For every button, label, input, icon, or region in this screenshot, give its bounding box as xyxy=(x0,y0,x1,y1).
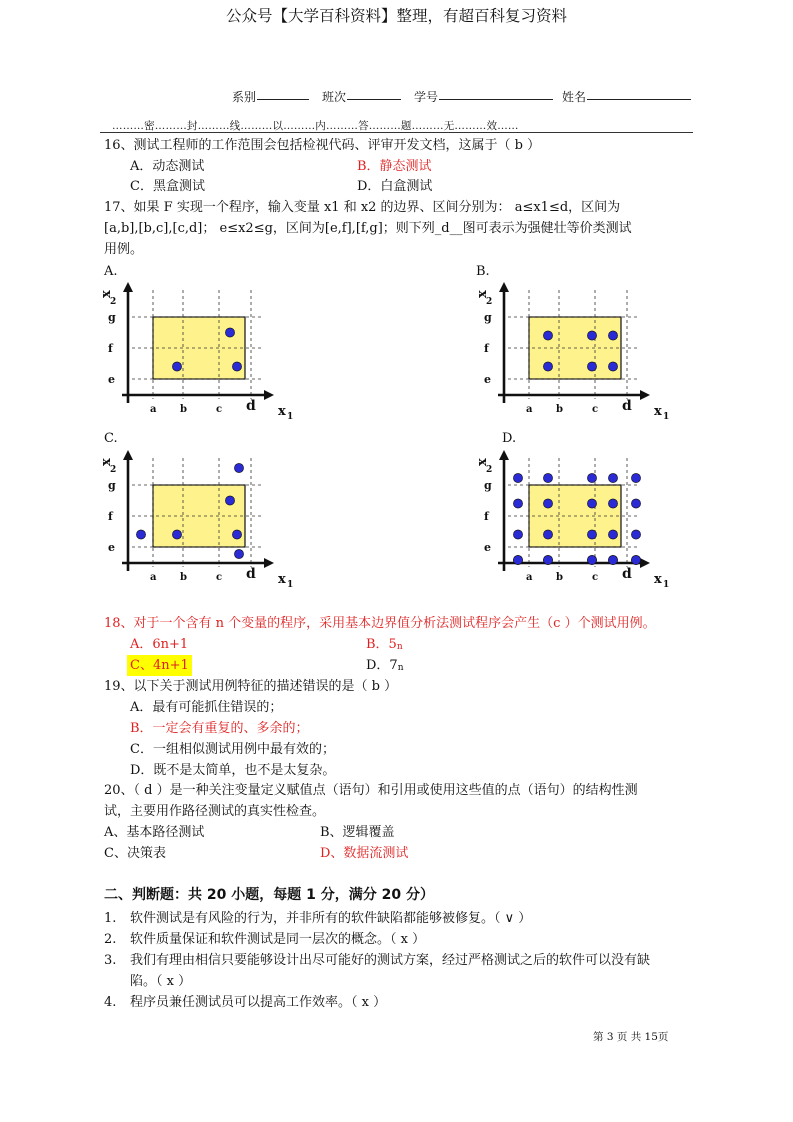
test-point xyxy=(608,473,617,482)
y-axis-arrow xyxy=(123,450,133,460)
graph-b xyxy=(472,282,672,422)
y-tick-f: f xyxy=(108,342,113,355)
x-axis-sub: 1 xyxy=(663,580,670,590)
test-point xyxy=(608,362,617,371)
judge-4-text: 程序员兼任测试员可以提高工作效率。（ x ） xyxy=(130,995,387,1010)
dept-label: 系别 xyxy=(232,90,257,104)
section2-title: 二、判断题：共 20 小题，每题 1 分，满分 20 分） xyxy=(104,887,434,903)
y-tick-f: f xyxy=(108,510,113,523)
q20-option-c: C、决策表 xyxy=(104,846,166,861)
x-tick-d: d xyxy=(622,398,632,414)
x-tick-c: c xyxy=(592,572,599,583)
test-point xyxy=(587,331,596,340)
name-label: 姓名 xyxy=(562,90,587,104)
x-tick-b: b xyxy=(180,572,187,583)
test-point xyxy=(608,555,617,564)
test-point xyxy=(543,499,552,508)
y-axis-label: x xyxy=(475,290,490,298)
test-point xyxy=(172,530,181,539)
q20-option-a: A、基本路径测试 xyxy=(104,825,205,840)
test-point xyxy=(543,331,552,340)
q17-line2: [a,b],[b,c],[c,d]； e≤x2≤g，区间为[e,f],[f,g]；则下列_d__图可表示为强健壮等价类测试 xyxy=(104,221,632,236)
x-tick-b: b xyxy=(556,572,563,583)
x-axis-label: x xyxy=(654,404,662,419)
test-point xyxy=(172,362,181,371)
graph-a xyxy=(96,282,296,422)
seal-line: ………密………封………线………以………内………答………题………无………效…… xyxy=(112,120,519,132)
y-tick-g: g xyxy=(108,311,116,324)
x-axis-label: x xyxy=(278,404,286,419)
panel-label-c: C. xyxy=(104,431,118,446)
y-tick-e: e xyxy=(484,541,491,554)
test-point xyxy=(587,362,596,371)
dept-blank xyxy=(257,99,309,100)
x-tick-a: a xyxy=(526,404,533,415)
graph-d xyxy=(472,450,672,590)
q16-option-c: C．黑盒测试 xyxy=(130,179,205,194)
judge-2-text: 软件质量保证和软件测试是同一层次的概念。（ x ） xyxy=(130,932,426,947)
x-axis-label: x xyxy=(654,572,662,587)
test-point xyxy=(513,473,522,482)
x-axis-sub: 1 xyxy=(287,412,294,422)
y-axis-label: x xyxy=(99,290,114,298)
test-point xyxy=(234,463,243,472)
q18-option-d-text: D．7 xyxy=(366,658,398,673)
y-axis-label: x xyxy=(99,458,114,466)
x-tick-c: c xyxy=(592,404,599,415)
name-blank xyxy=(587,99,691,100)
judge-1-num: 1. xyxy=(104,911,117,926)
x-axis-sub: 1 xyxy=(287,580,294,590)
test-point xyxy=(587,473,596,482)
x-tick-b: b xyxy=(556,404,563,415)
test-point xyxy=(631,473,640,482)
y-axis-arrow xyxy=(499,450,509,460)
x-tick-a: a xyxy=(526,572,533,583)
q19-option-a: A．最有可能抓住错误的； xyxy=(130,700,283,715)
panel-label-a: A. xyxy=(104,264,118,279)
test-point xyxy=(631,499,640,508)
y-axis-sub: 2 xyxy=(110,465,117,475)
test-point xyxy=(587,530,596,539)
x-tick-c: c xyxy=(216,572,223,583)
test-point xyxy=(513,499,522,508)
x-tick-d: d xyxy=(246,566,256,582)
x-axis-sub: 1 xyxy=(663,412,670,422)
q16-option-b: B．静态测试 xyxy=(357,159,432,174)
judge-3-text: 我们有理由相信只要能够设计出尽可能好的测试方案，经过严格测试之后的软件可以没有缺 xyxy=(130,953,651,968)
judge-1-text: 软件测试是有风险的行为，并非所有的软件缺陷都能够被修复。（ ∨ ） xyxy=(130,911,532,926)
judge-2-num: 2. xyxy=(104,932,117,947)
y-tick-g: g xyxy=(484,311,492,324)
test-point xyxy=(232,530,241,539)
test-point xyxy=(587,555,596,564)
x-axis-arrow xyxy=(264,558,274,568)
y-axis-sub: 2 xyxy=(486,297,493,307)
header-rule xyxy=(100,132,693,133)
q16-option-a: A．动态测试 xyxy=(130,159,205,174)
q18-option-a: A．6n+1 xyxy=(130,637,189,652)
top-banner: 公众号【大学百科资料】整理，有超百科复习资料 xyxy=(225,7,567,25)
test-point xyxy=(234,549,243,558)
q19-stem: 19、以下关于测试用例特征的描述错误的是（ b ） xyxy=(104,679,398,694)
test-point xyxy=(608,530,617,539)
x-axis-arrow xyxy=(640,558,650,568)
test-point xyxy=(608,331,617,340)
test-point xyxy=(225,496,234,505)
q18-option-c: C、4n+1 xyxy=(127,655,192,676)
judge-4-num: 4. xyxy=(104,995,117,1010)
test-point xyxy=(608,499,617,508)
test-point xyxy=(631,555,640,564)
graph-c xyxy=(96,450,296,590)
id-label: 学号 xyxy=(414,90,439,104)
y-tick-g: g xyxy=(108,479,116,492)
panel-label-d: D. xyxy=(502,431,517,446)
test-point xyxy=(543,362,552,371)
y-axis-sub: 2 xyxy=(110,297,117,307)
y-axis-label: x xyxy=(475,458,490,466)
judge-3-num: 3. xyxy=(104,953,117,968)
class-label: 班次 xyxy=(322,90,347,104)
test-point xyxy=(513,530,522,539)
x-tick-c: c xyxy=(216,404,223,415)
y-tick-f: f xyxy=(484,510,489,523)
q19-option-d: D．既不是太简单，也不是太复杂。 xyxy=(130,763,336,778)
q20-line1: 20、（ d ）是一种关注变量定义赋值点（语句）和引用或使用这些值的点（语句）的结构性测 xyxy=(104,783,638,798)
y-axis-arrow xyxy=(123,282,133,292)
q18-stem: 18、对于一个含有 n 个变量的程序，采用基本边界值分析法测试程序会产生（c ）个测试用例。 xyxy=(104,616,656,631)
y-axis-arrow xyxy=(499,282,509,292)
q18-option-d-sup: n xyxy=(397,663,404,673)
x-axis-arrow xyxy=(264,390,274,400)
test-point xyxy=(543,530,552,539)
q16-option-d: D．白盒测试 xyxy=(357,179,433,194)
y-tick-f: f xyxy=(484,342,489,355)
page-footer: 第 3 页 共 15页 xyxy=(593,1031,669,1043)
x-tick-b: b xyxy=(180,404,187,415)
q17-line3: 用例。 xyxy=(104,242,144,257)
x-tick-d: d xyxy=(246,398,256,414)
test-point xyxy=(513,555,522,564)
y-tick-g: g xyxy=(484,479,492,492)
q18-option-b-sup: n xyxy=(396,642,403,652)
test-point xyxy=(136,530,145,539)
test-point xyxy=(543,555,552,564)
test-point xyxy=(232,362,241,371)
y-tick-e: e xyxy=(108,541,115,554)
q18-option-b-text: B．5 xyxy=(366,637,397,652)
test-point xyxy=(587,499,596,508)
q20-line2: 试，主要用作路径测试的真实性检查。 xyxy=(104,804,326,819)
test-point xyxy=(225,328,234,337)
x-axis-label: x xyxy=(278,572,286,587)
y-tick-e: e xyxy=(484,373,491,386)
y-axis-sub: 2 xyxy=(486,465,493,475)
x-axis-arrow xyxy=(640,390,650,400)
q19-option-b: B．一定会有重复的、多余的； xyxy=(130,721,309,736)
q19-option-c: C．一组相似测试用例中最有效的； xyxy=(130,742,335,757)
class-blank xyxy=(347,99,401,100)
test-point xyxy=(631,530,640,539)
panel-label-b: B. xyxy=(476,264,490,279)
q16-stem: 16、测试工程师的工作范围会包括检视代码、评审开发文档，这属于（ b ） xyxy=(104,138,541,153)
q17-line1: 17、如果 F 实现一个程序，输入变量 x1 和 x2 的边界、区间分别为： a≤x1≤d，区间为 xyxy=(104,200,621,215)
id-blank xyxy=(439,99,553,100)
x-tick-a: a xyxy=(150,404,157,415)
test-point xyxy=(543,473,552,482)
x-tick-a: a xyxy=(150,572,157,583)
q20-option-d: D、数据流测试 xyxy=(320,846,409,861)
judge-3-cont: 陷。（ x ） xyxy=(130,974,192,989)
y-tick-e: e xyxy=(108,373,115,386)
q20-option-b: B、逻辑覆盖 xyxy=(320,825,395,840)
x-tick-d: d xyxy=(622,566,632,582)
